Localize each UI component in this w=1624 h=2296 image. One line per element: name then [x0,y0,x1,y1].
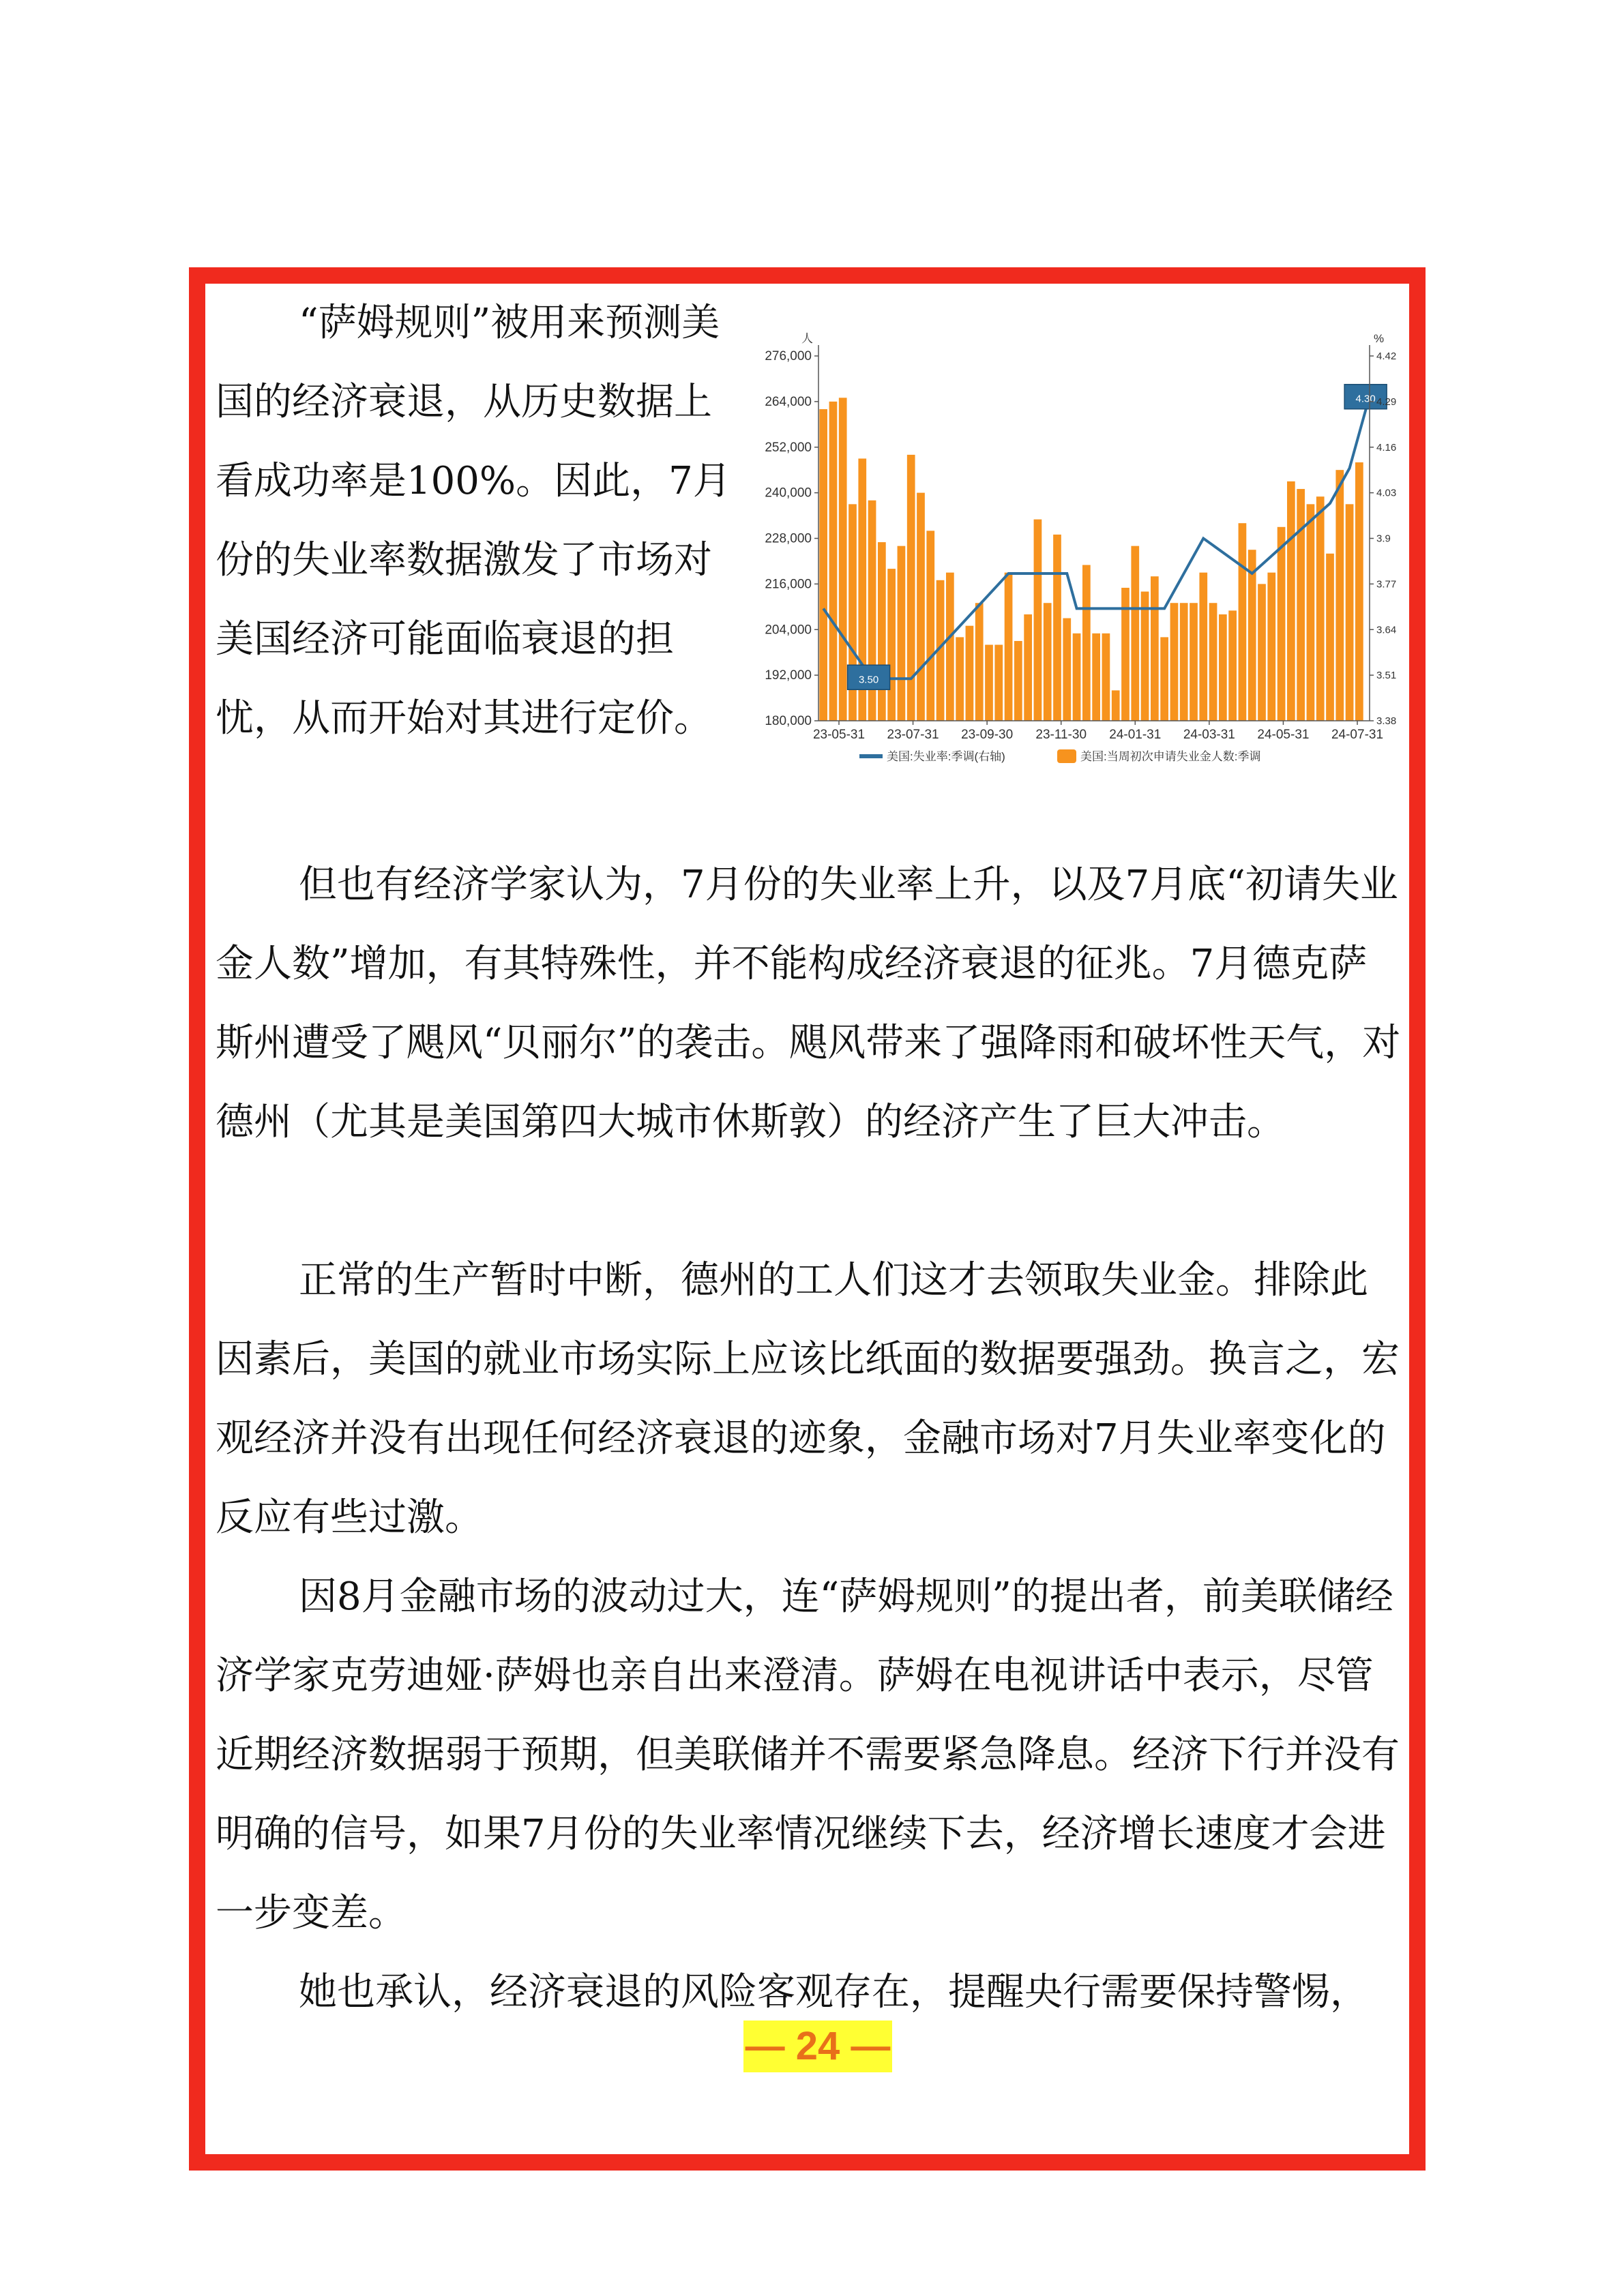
claims-bar [1170,603,1179,721]
left-tick-label: 204,000 [765,623,812,638]
right-tick-label: 4.16 [1376,441,1397,453]
point-label-text: 3.50 [858,674,879,686]
claims-bar [1199,573,1207,721]
claims-bar [1258,584,1266,721]
x-tick-label: 23-11-30 [1035,728,1087,742]
page-number: 24 [795,2024,840,2068]
left-tick-label: 276,000 [765,349,812,363]
right-tick-label: 4.42 [1376,351,1397,362]
claims-bar [1267,573,1275,721]
claims-bar [1044,603,1052,721]
x-tick-label: 24-07-31 [1331,728,1384,742]
right-tick-label: 4.29 [1376,396,1397,408]
claims-bar [1160,637,1168,721]
claims-bar [1034,520,1042,721]
legend-bar-swatch [1057,749,1076,763]
right-tick-label: 3.77 [1376,578,1397,591]
claims-bar [1073,633,1081,721]
claims-bar [829,402,838,721]
page-number-dash-right: — [840,2024,891,2068]
right-tick-label: 3.51 [1376,670,1397,682]
left-tick-label: 216,000 [765,577,812,592]
x-tick-label: 24-01-31 [1109,728,1162,742]
paragraph-1: “萨姆规则”被用来预测美国的经济衰退，从历史数据上看成功率是100%。因此，7月份的失业率数据激发了市场对美国经济可能面临衰退的担忧，从而开始对其进行定价。 [216,301,731,741]
claims-bar [1248,550,1256,721]
claims-bar [887,569,896,721]
paragraph-4: 因8月金融市场的波动过大，连“萨姆规则”的提出者，前美联储经济学家克劳迪娅·萨姆也亲自出来澄清。萨姆在电视讲话中表示，尽管近期经济数据弱于预期，但美联储并不需要紧急降息。经济下行并没有明确的信号，如果7月份的失业率情况继续下去，经济增长速度才会进一步变差。 [216,1575,1400,1935]
x-tick-label: 23-09-30 [961,728,1014,742]
claims-bar [1063,618,1071,721]
legend-bar-label: 美国:当周初次申请失业金人数:季调 [1080,750,1261,763]
legend-line-label: 美国:失业率:季调(右轴) [887,750,1005,763]
right-tick-label: 3.64 [1376,624,1397,636]
claims-bar [994,645,1003,721]
left-tick-label: 180,000 [765,714,812,728]
claims-bar [1287,481,1295,721]
claims-bar [1180,603,1188,721]
claims-bar [975,603,984,721]
left-tick-label: 228,000 [765,531,812,546]
claims-bar [1326,554,1334,721]
claims-bar [1219,614,1227,721]
claims-bar [1151,576,1159,721]
claims-bar [1092,633,1100,721]
claims-bar [1307,504,1315,721]
claims-bar [1346,504,1354,721]
claims-bar [1278,527,1286,721]
claims-bar [1102,633,1110,721]
unemployment-chart [743,329,1412,779]
x-tick-label: 23-07-31 [887,728,939,742]
point-label-text: 4.30 [1355,393,1376,405]
claims-bar [1024,614,1032,721]
claims-bar [1228,610,1237,721]
claims-bar [1014,641,1022,721]
claims-bar [1053,535,1061,721]
page-number-dash-left: — [745,2024,796,2068]
claims-bar [1082,565,1091,721]
claims-bar [1141,592,1149,721]
claims-bar [956,637,964,721]
claims-bar [1297,489,1305,721]
right-tick-label: 3.38 [1376,715,1397,727]
claims-bar [966,626,974,721]
claims-bar [898,546,906,721]
left-tick-label: 264,000 [765,394,812,409]
claims-bars [819,398,1363,721]
page-number-badge [743,2021,892,2072]
chart-legend [859,749,1260,763]
paragraph-5: 她也承认，经济衰退的风险客观存在，提醒央行需要保持警惕， [299,1970,1368,2014]
claims-bar [985,645,993,721]
claims-bar [1131,546,1139,721]
paragraph-2: 但也有经济学家认为，7月份的失业率上升，以及7月底“初请失业金人数”增加，有其特殊性，并不能构成经济衰退的征兆。7月德克萨斯州遭受了飓风“贝丽尔”的袭击。飓风带来了强降雨和破坏性天气，对德州（尤其是美国第四大城市休斯敦）的经济产生了巨大冲击。 [216,863,1401,1144]
claims-bar [1239,523,1247,721]
claims-bar [1316,496,1325,721]
claims-bar [917,493,925,721]
claims-bar [907,455,915,721]
right-tick-label: 4.03 [1376,487,1397,499]
claims-bar [1355,462,1363,721]
claims-bar [1335,470,1344,721]
claims-bar [839,398,847,721]
claims-bar [1190,603,1198,721]
left-unit-label: 人 [801,332,813,345]
right-unit-label: % [1374,332,1385,345]
claims-bar [946,573,954,721]
paragraph-3: 正常的生产暂时中断，德州的工人们这才去领取失业金。排除此因素后，美国的就业市场实际上应该比纸面的数据要强劲。换言之，宏观经济并没有出现任何经济衰退的迹象，金融市场对7月失业率变化的反应有些过激。 [216,1258,1400,1540]
left-tick-label: 240,000 [765,486,812,501]
x-tick-label: 24-05-31 [1257,728,1310,742]
left-tick-label: 252,000 [765,440,812,455]
x-tick-label: 24-03-31 [1183,728,1235,742]
claims-bar [1005,573,1013,721]
left-tick-label: 192,000 [765,668,812,683]
claims-bar [1209,603,1217,721]
x-tick-label: 23-05-31 [812,728,866,742]
claims-bar [1112,690,1120,721]
claims-bar [819,409,827,721]
right-tick-label: 3.9 [1376,533,1391,545]
claims-bar [926,531,934,721]
claims-bar [878,542,886,721]
